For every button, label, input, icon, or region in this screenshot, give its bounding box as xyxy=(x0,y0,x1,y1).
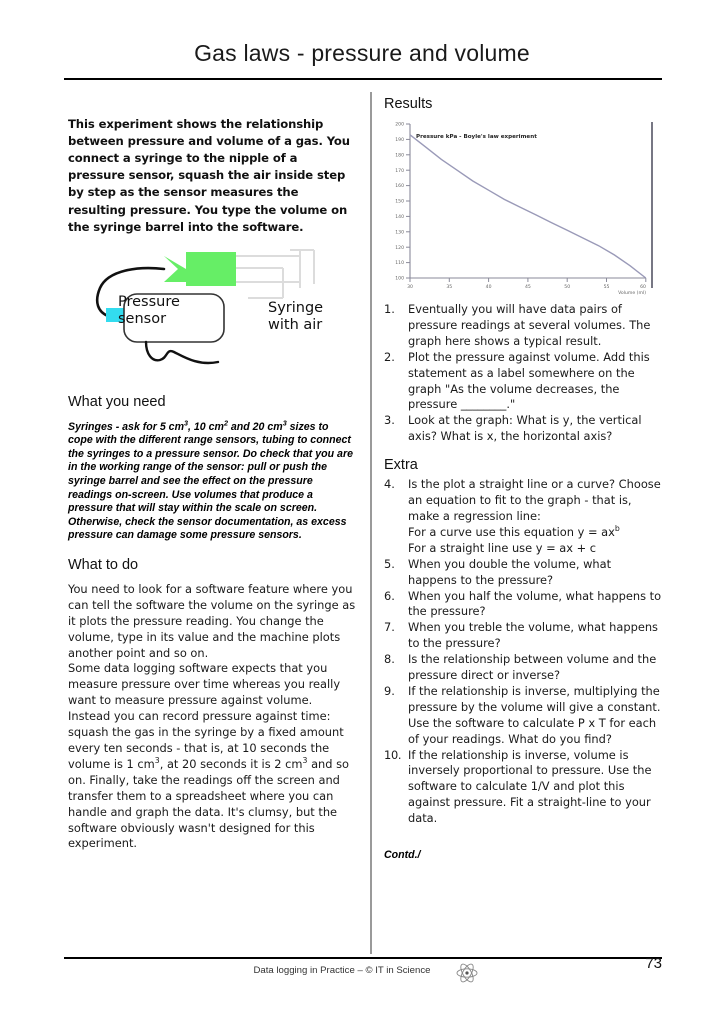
svg-text:160: 160 xyxy=(395,184,404,190)
extra-heading: Extra xyxy=(384,457,418,474)
list-item-equation-line: For a straight line use y = ax + c xyxy=(408,540,597,555)
list-item-text: Is the plot a straight line or a curve? Choose an equation to fit to the graph - that is, make a regression line: xyxy=(408,477,661,523)
svg-text:30: 30 xyxy=(407,285,413,290)
what-to-do-para-2 xyxy=(68,661,356,852)
equation-curve-exponent: b xyxy=(614,524,620,534)
svg-text:190: 190 xyxy=(395,138,404,143)
list-item xyxy=(384,620,662,652)
list-item-text: When you treble the volume, what happens to the pressure? xyxy=(408,620,658,651)
chart-x-axis-label: Volume (ml) xyxy=(618,291,646,296)
svg-text:140: 140 xyxy=(395,215,404,220)
apparatus-diagram xyxy=(68,248,356,380)
what-to-do-heading: What to do xyxy=(68,556,139,573)
svg-text:60: 60 xyxy=(640,285,646,290)
list-item-text: Is the relationship between volume and the pressure direct or inverse? xyxy=(408,652,657,683)
list-item xyxy=(384,589,662,621)
svg-text:120: 120 xyxy=(395,245,404,251)
list-item xyxy=(384,477,662,557)
list-item-number: 10. xyxy=(384,747,402,762)
results-chart xyxy=(384,118,658,296)
page-title: Gas laws - pressure and volume xyxy=(194,40,530,66)
svg-text:45: 45 xyxy=(524,285,531,290)
need-sup-2: 2 xyxy=(223,418,228,428)
list-item-text: If the relationship is inverse, volume is inversely proportional to pressure. Use the software to calculate 1/V and plot this against pressure. Fit a straight-line to your data. xyxy=(408,747,652,826)
need-text-4: sizes to cope with the different range sensors, tubing to connect the syringes to a pressure sensor. Do check that you are in the working range of the sensor: pull or push the syringe barrel and see the effect on the pressure readings on-screen. Use volumes that produce a pressure that will stay within the scale on screen. Otherwise, check the sensor documentation, as excess pressure can damage some pressure sensors. xyxy=(68,420,353,542)
list-item-number: 8. xyxy=(384,652,395,667)
what-to-do-para-1: You need to look for a software feature where you can tell the software the volume on the syringe as it plots the pressure reading. You change the volume, type in its value and the machine plots another point and so on. xyxy=(68,581,356,660)
footer-text: Data logging in Practice – © IT in Science xyxy=(253,965,431,976)
todo-sup-1: 3 xyxy=(154,756,160,766)
svg-text:150: 150 xyxy=(395,199,404,205)
list-item xyxy=(384,684,662,748)
what-you-need-body xyxy=(68,418,356,543)
right-column xyxy=(384,96,662,861)
title-divider xyxy=(64,78,662,80)
footer-divider xyxy=(64,957,662,959)
equation-curve-text: For a curve use this equation y = ax xyxy=(408,524,615,539)
need-text-2: , 10 cm xyxy=(188,420,224,433)
need-text-3: and 20 cm xyxy=(227,420,283,433)
list-item xyxy=(384,748,662,828)
svg-text:55: 55 xyxy=(603,285,610,290)
list-item-number: 2. xyxy=(384,349,395,364)
list-item xyxy=(384,557,662,589)
page-number: 73 xyxy=(645,955,662,972)
extra-question-list xyxy=(384,477,662,827)
list-item-text: When you double the volume, what happens to the pressure? xyxy=(408,556,612,587)
intro-paragraph: This experiment shows the relationship between pressure and volume of a gas. You connect a syringe to the nipple of a pressure sensor, squash the air inside step by step as the sensor measures the resulting pressure. You type the volume on the syringe barrel into the software. xyxy=(68,116,350,234)
todo-sup-2: 3 xyxy=(302,756,308,766)
list-item-number: 6. xyxy=(384,588,395,603)
svg-text:50: 50 xyxy=(564,285,571,290)
list-item xyxy=(384,302,662,350)
svg-text:35: 35 xyxy=(446,285,453,290)
svg-text:110: 110 xyxy=(395,261,404,267)
list-item-text: Plot the pressure against volume. Add this statement as a label somewhere on the graph "As the volume decreases, the pressure ________." xyxy=(408,349,650,412)
sensor-cable-icon xyxy=(146,342,218,363)
svg-text:180: 180 xyxy=(395,153,404,159)
question-list xyxy=(384,302,662,445)
svg-text:100: 100 xyxy=(395,276,404,282)
todo-text-2: , at 20 seconds it is 2 cm xyxy=(159,756,303,771)
continued-note: Contd./ xyxy=(384,849,421,862)
results-heading: Results xyxy=(384,96,433,112)
list-item-number: 3. xyxy=(384,413,395,428)
list-item-text: Look at the graph: What is y, the vertical axis? What is x, the horizontal axis? xyxy=(408,413,642,444)
list-item xyxy=(384,413,662,445)
list-item-equation-curve xyxy=(408,525,662,541)
todo-text-1: Some data logging software expects that you measure pressure over time whereas you really want to measure pressure against volume. Instead you can record pressure against time: squash the gas in the syringe by a fixed amount every ten seconds - that is, at 10 seconds the volume is 1 cm xyxy=(68,661,344,771)
svg-text:130: 130 xyxy=(395,230,404,236)
list-item-number: 5. xyxy=(384,556,395,571)
list-item-text: When you half the volume, what happens to the pressure? xyxy=(408,588,662,619)
todo-text-3: and so on. Finally, take the readings off the screen and transfer them to a spreadsheet where you can handle and graph the data. It's clumsy, but the software obviously wasn't designed for this experiment. xyxy=(68,756,350,851)
chart-svg xyxy=(384,118,658,296)
list-item-number: 4. xyxy=(384,477,395,492)
list-item-text: If the relationship is inverse, multiplying the pressure by the volume will give a constant. Use the software to calculate P x T for each of your readings. What do you find? xyxy=(408,683,661,746)
list-item xyxy=(384,350,662,414)
list-item-text: Eventually you will have data pairs of pressure readings at several volumes. The graph here shows a typical result. xyxy=(408,302,651,348)
list-item-number: 1. xyxy=(384,302,395,316)
need-sup-3: 3 xyxy=(282,418,287,428)
sensor-label: Pressure sensor xyxy=(118,294,180,328)
svg-text:170: 170 xyxy=(395,168,404,174)
syringe-label: Syringe with air xyxy=(268,300,324,334)
list-item-number: 9. xyxy=(384,683,395,698)
syringe-gas-body-icon xyxy=(186,252,236,286)
svg-text:200: 200 xyxy=(395,122,404,128)
publisher-logo-icon xyxy=(455,962,479,984)
need-text-1: Syringes - ask for 5 cm xyxy=(68,420,184,433)
left-column xyxy=(68,104,356,852)
list-item xyxy=(384,652,662,684)
list-item-number: 7. xyxy=(384,620,395,635)
chart-inline-title: Pressure kPa - Boyle's law experiment xyxy=(416,134,537,140)
column-divider xyxy=(370,92,372,954)
what-you-need-heading: What you need xyxy=(68,394,166,411)
svg-text:40: 40 xyxy=(485,285,492,290)
need-sup-1: 3 xyxy=(184,418,188,428)
